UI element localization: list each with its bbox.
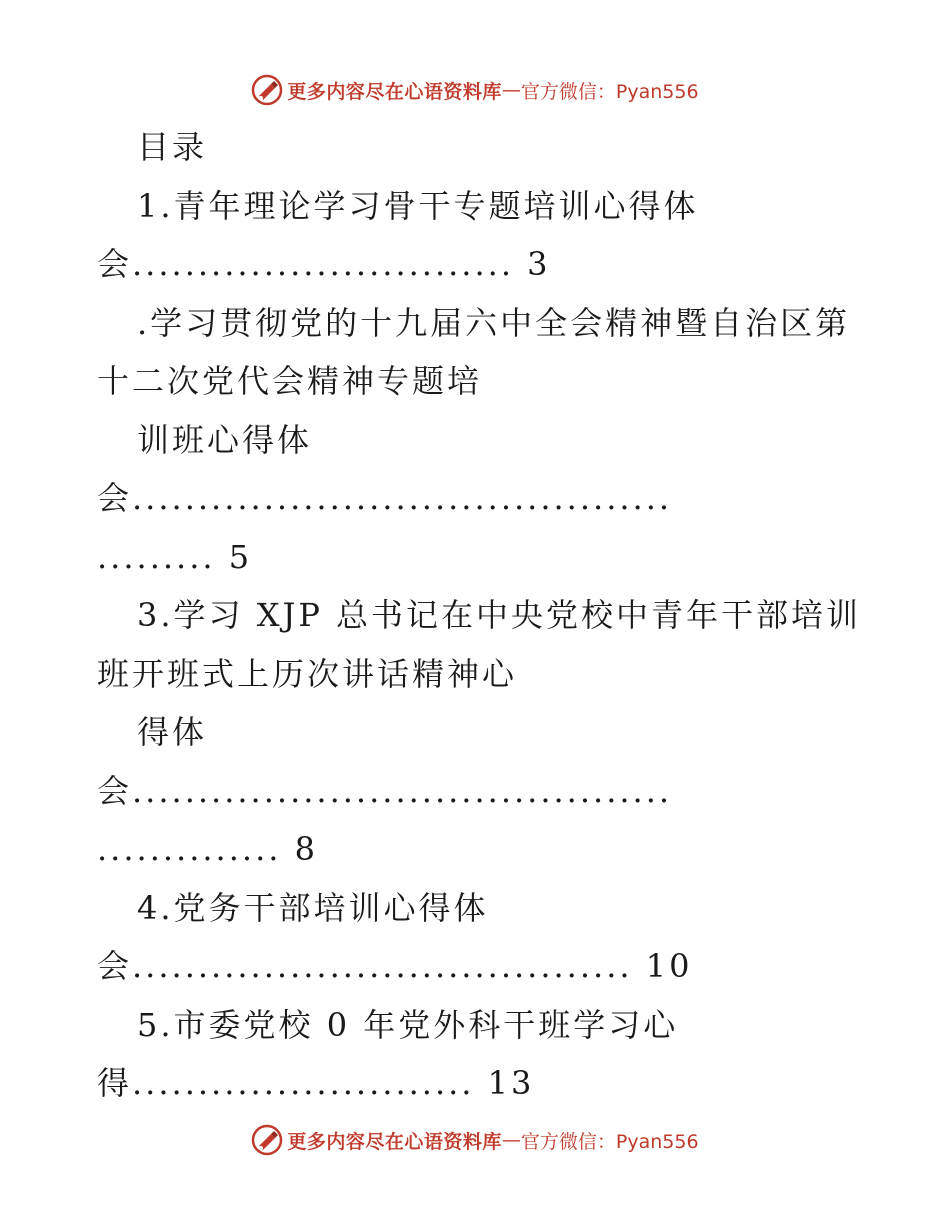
toc-line: 3.学习 XJP 总书记在中央党校中青年干部培训 bbox=[137, 596, 862, 634]
toc-line: ......... 5 bbox=[97, 537, 253, 576]
toc-line: .............. 8 bbox=[97, 830, 318, 868]
toc-title: 目录 bbox=[137, 128, 208, 166]
toc-line: 班开班式上历次讲话精神心 bbox=[97, 654, 518, 693]
toc-line: 训班心得体 bbox=[137, 420, 313, 459]
toc-line: 会......................................... bbox=[97, 771, 673, 810]
pen-logo-icon bbox=[251, 1124, 283, 1156]
banner-dash: — bbox=[501, 1129, 521, 1151]
toc-line: 会............................. 3 bbox=[97, 245, 551, 283]
toc-line: 会......................................... bbox=[97, 479, 673, 517]
banner-sub-text: 官方微信：Pyan556 bbox=[520, 80, 699, 103]
toc-line: 1.青年理论学习骨干专题培训心得体 bbox=[137, 186, 699, 225]
toc-line: 得体 bbox=[137, 713, 208, 751]
banner-dash: — bbox=[501, 79, 521, 101]
watermark-banner-top bbox=[0, 70, 950, 110]
banner-sub-text: 官方微信：Pyan556 bbox=[520, 1130, 699, 1153]
toc-line: 得.......................... 13 bbox=[97, 1064, 535, 1102]
toc-line: 4.党务干部培训心得体 bbox=[137, 888, 489, 927]
banner-main-text: 更多内容尽在心语资料库 bbox=[287, 1130, 502, 1153]
pen-logo-icon bbox=[251, 74, 283, 106]
banner-main-text: 更多内容尽在心语资料库 bbox=[287, 80, 502, 103]
toc-line: 会...................................... 10 bbox=[97, 947, 693, 985]
table-of-contents bbox=[97, 118, 862, 1113]
toc-line: .学习贯彻党的十九届六中全会精神暨自治区第 bbox=[137, 303, 851, 342]
toc-line: 十二次党代会精神专题培 bbox=[97, 362, 483, 400]
toc-line: 5.市委党校 0 年党外科干班学习心 bbox=[137, 1005, 679, 1044]
watermark-banner-bottom bbox=[0, 1120, 950, 1160]
